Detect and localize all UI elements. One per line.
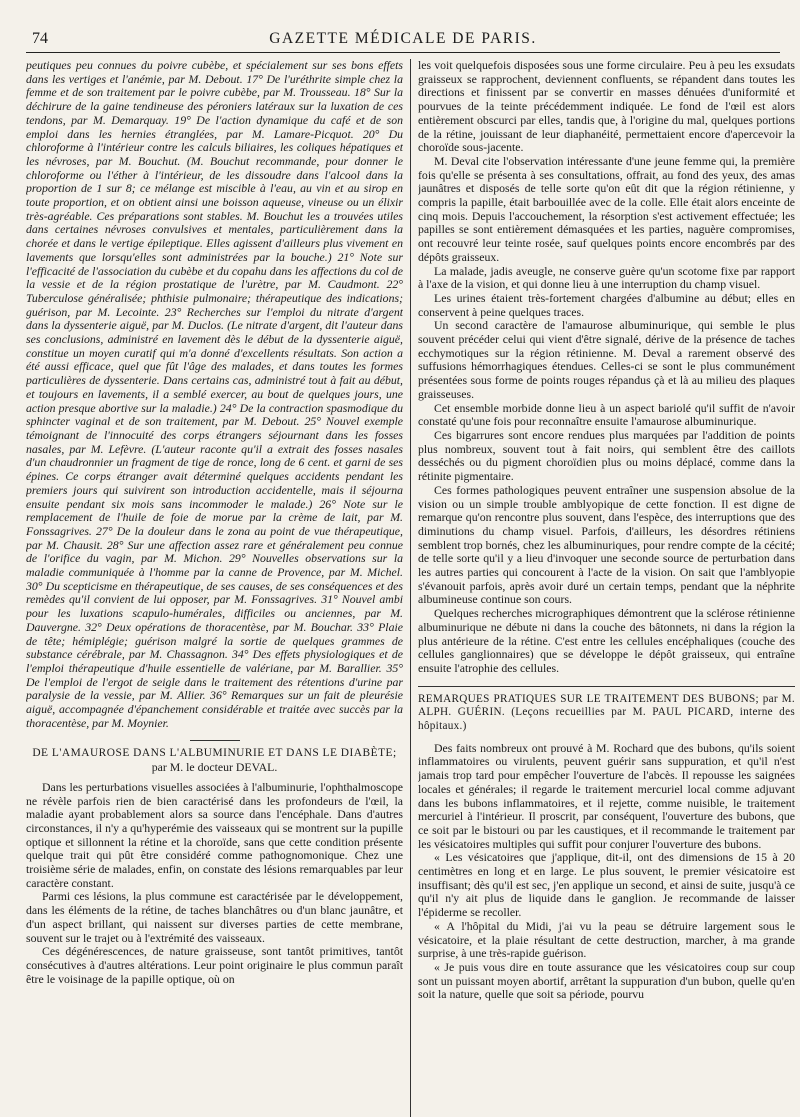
body-paragraph: Un second caractère de l'amaurose albuminurique, qui semble le plus souvent précéder celui qui vient d'être signalé, dérive de la présence de taches ecchymotiques sur la région rétinienne. M. Deval a rarement observé des suffusions hémorrhagiques étendues. Celles-ci se sont le plus communément présentées sous forme de points rouges répandus çà et là au milieu des plaques graisseuses. bbox=[418, 318, 795, 401]
page-header bbox=[26, 26, 780, 53]
body-paragraph: Des faits nombreux ont prouvé à M. Rochard que des bubons, qu'ils soient inflammatoires ou virulents, peuvent guérir sans suppuration, et qu'il n'est jamais trop tard pour empêcher l'ouverture de l'abcès. Il repousse les saignées locales et générales; il regarde le traitement mercuriel local comme adjuvant dans les bubons inflammatoires, et il rejette, comme nuisible, le traitement mercuriel à l'intérieur. Il proscrit, par conséquent, l'ouverture des bubons, que ce soit par le bistouri ou par les caustiques, et il recommande le traitement par les vésicatoires multiples qui suffit pour conjurer l'ouverture des bubons. bbox=[418, 740, 795, 851]
running-title: GAZETTE MÉDICALE DE PARIS. bbox=[269, 30, 537, 47]
body-paragraph: Cet ensemble morbide donne lieu à un aspect bariolé qu'il suffit de n'avoir constaté qu'une fois pour reconnaître ensuite l'amaurose albuminurique. bbox=[418, 400, 795, 429]
body-paragraph: Quelques recherches micrographiques démontrent que la sclérose rétinienne albuminurique ne débute ni dans la couche des bâtonnets, ni dans la région la plus antérieure de la rétine. C'est entre les cellules encéphaliques (couche des cellules ganglionnaires) que se développe le dépôt graisseux, qui entraîne ensuite l'atrophie des cellules. bbox=[418, 606, 795, 675]
section-divider bbox=[190, 740, 240, 741]
body-paragraph: La malade, jadis aveugle, ne conserve guère qu'un scotome fixe par rapport à l'axe de la vision, et qui donne lieu à une interruption du champ visuel. bbox=[418, 263, 795, 292]
body-paragraph: Dans les perturbations visuelles associées à l'albuminurie, l'ophthalmoscope ne révèle parfois rien de bien caractérisé dans les profondeurs de l'œil, la maladie ayant probablement alors sa source dans l'encéphale. Dans d'autres circonstances, il n'y a qu'hyperémie des vaisseaux qui se montrent sur la pupille optique et sillonnent la rétine et la choroïde, sans que cette condition présente quelque trait qui pût être considéré comme pathognomonique. Chez une troisième série de malades, enfin, on constate des lésions remarquables par leur caractère constant. bbox=[26, 779, 403, 890]
article-author: par M. le docteur DEVAL. bbox=[151, 760, 278, 775]
column-divider bbox=[410, 59, 411, 1117]
body-paragraph: Les urines étaient très-fortement chargées d'albumine au début; elles en conservent à peine quelques traces. bbox=[418, 290, 795, 319]
body-paragraph: M. Deval cite l'observation intéressante d'une jeune femme qui, la première fois qu'elle se présenta à ses consultations, offrait, au fond des yeux, des amas jaunâtres et disposés de telle sorte qu'on eût dit que la région rétinienne, y compris la papille, était barbouillée avec de la colle. Elle était alors enceinte de cinq mois. Depuis l'accouchement, la résorption s'est activement effectuée; les papilles se sont entièrement démasquées et les parties, naguère compromises, ont recouvré leur teinte rosée, sauf quelques points encore encombrés par des dépôts graisseux. bbox=[418, 153, 795, 264]
body-paragraph: « Les vésicatoires que j'applique, dit-il, ont des dimensions de 15 à 20 centimètres en long et en large. Le plus souvent, le premier vésicatoire est insuffisant; dès qu'il est sec, j'en applique un second, et ainsi de suite, jusqu'à ce qu'il n'y ait plus de liquide dans le ganglion. Je recommande de laisser l'épiderme se recoller. bbox=[418, 850, 795, 920]
body-paragraph: Ces formes pathologiques peuvent entraîner une suspension absolue de la vision ou un simple trouble amblyopique de cette fonction. Il est digne de remarque qu'on rencontre plus souvent, dans l'espèce, des interruptions que des diminutions du champ visuel. Parfois, d'ailleurs, les désordres rétiniens semblent trop bornés, chez les albuminuriques, pour rendre compte de la cécité; de telle sorte qu'il y a lieu d'invoquer une seconde source de perturbation dans les autres parties qui concourent à l'acte de la vision. On sait que l'amblyopie s'évanouit parfois, après avoir duré un certain temps, pendant que la néphrite albumineuse continue son cours. bbox=[418, 482, 795, 607]
body-paragraph: « Je puis vous dire en toute assurance que les vésicatoires coup sur coup sont un puissant moyen abortif, arrêtant la suppuration d'un bubon, quelle qu'en soit la nature, quelle que soit sa période, pourvu bbox=[418, 960, 795, 1002]
body-paragraph: les voit quelquefois disposées sous une forme circulaire. Peu à peu les exsudats graisseux se rapprochent, deviennent confluents, se répandent dans toutes les directions et finissent par se convertir en masses dénuées d'uniformité et pourvues de la teinte précédemment indiquée. Le fond de l'œil est alors entièrement obscurci par elles, tandis que, à l'origine du mal, quelques portions de la rétine, jouissant de leur diaphanéité, permettaient encore d'apercevoir la choroïde sous-jacente. bbox=[418, 59, 795, 155]
index-paragraph: peutiques peu connues du poivre cubèbe, et spécialement sur ses bons effets dans les vertiges et l'anémie, par M. Debout. 17° De l'uréthrite simple chez la femme et de son traitement par le poivre cubèbe, par M. Trousseau. 18° Sur la déchirure de la gaine tendineuse des péroniers latéraux sur la luxation de ces tendons, par M. Demarquay. 19° De l'action dynamique du café et de son emploi dans les hernies étranglées, par M. Lamare-Picquot. 20° Du chloroforme à l'intérieur contre les calculs biliaires, les coliques hépatiques et les névroses, par M. Bouchut. (M. Bouchut recommande, pour donner le chloroforme ou l'éther à l'intérieur, de les dissoudre dans l'alcool dans la proportion de 1 sur 8; ce mélange est miscible à l'eau, au vin et au sirop en toute proportion, et on obtient ainsi une boisson aqueuse, vineuse ou un élixir très-agréable. Ces préparations sont stables. M. Bouchut les a trouvées utiles dans certaines névroses convulsives et mentales, particulièrement dans la chorée et dans le vertige épileptique. Elles agissent d'ailleurs plus vivement en lavements que lorsqu'elles sont administrées par la bouche.) 21° Note sur l'efficacité de l'association du cubèbe et du copahu dans les affections du col de la vessie et de la région prostatique de l'urètre, par M. Caudmont. 22° Tuberculose généralisée; phthisie pulmonaire; thérapeutique des indications; guérison, par M. Lecointe. 23° Recherches sur l'emploi du nitrate d'argent dans la dyssenterie aiguë, par M. Duclos. (Le nitrate d'argent, dit l'auteur dans ses conclusions, administré en lavement dès le début de la dyssenterie aiguë, constitue un moyen curatif qui m'a donné d'excellents résultats. Son action a été aussi efficace, quel que fût l'âge des malades, et dans toutes les formes particulières de dyssenterie. Dans certains cas, administré tout à fait au début, et toujours en lavements, il a semblé exercer, au bout de quelques jours, une action presque abortive sur la maladie.) 24° De la contraction spasmodique du sphincter vaginal et de son traitement, par M. Debout. 25° Nouvel exemple témoignant de l'innocuité des corps étrangers séjournant dans les fosses nasales, par M. Lefèvre. (L'auteur raconte qu'il a extrait des fosses nasales d'un chaudronnier un fragment de tige de ronce, long de 6 cent. et garni de ses épines. Ce corps étranger avait déterminé quelques accidents pendant les premiers jours qui suivirent son introduction accidentelle, mais il séjourna ensuite pendant six mois sans incommoder le malade.) 26° Note sur le remplacement de l'huile de foie de morue par la crème de lait, par M. Fonssagrives. 27° De la douleur dans le zona au point de vue thérapeutique, par M. Chausit. 28° Sur une affection assez rare et généralement peu connue de l'orifice du vagin, par M. Michon. 29° Nouvelles observations sur la maladie communiquée à l'homme par la canne de Provence, par M. Michel. 30° Du scepticisme en thérapeutique, de ses causes, de ses conséquences et des remèdes qu'il convient de lui opposer, par M. Fonssagrives. 31° Nouvel ambi pour les luxations scapulo-humérales, difficiles ou anciennes, par M. Dauvergne. 32° Deux opérations de thoracentèse, par M. Bouchar. 33° Plaie de tête; hémiplégie; guérison malgré la sortie de quelques grammes de substance cérébrale, par M. Chassagnon. 34° Des effets physiologiques et de l'emploi thérapeutique d'huile essentielle de valériane, par M. Barallier. 35° De l'emploi de l'ergot de seigle dans le traitement des rétentions d'urine par paralysie de la vessie, par M. Allier. 36° Remarques sur un fait de pleurésie aiguë, accompagnée d'épanchement considérable et traitée avec succès par la thoracentèse, par M. Moynier. bbox=[26, 59, 403, 730]
article-heading: REMARQUES PRATIQUES SUR LE TRAITEMENT DES BUBONS; par M. ALPH. GUÉRIN. (Leçons recueillies par M. PAUL PICARD, interne des hôpitaux.) bbox=[418, 692, 795, 733]
body-paragraph: Ces bigarrures sont encore rendues plus marquées par l'addition de points plus nombreux, souvent tout à fait noirs, qui semblent être des caillots desséchés ou du pigment choroïdien plus ou moins déplacé, comme dans la rétinite pigmentaire. bbox=[418, 427, 795, 484]
body-paragraph: Ces dégénérescences, de nature graisseuse, sont tantôt primitives, tantôt consécutives à d'autres altérations. Leur point originaire le plus commun paraît être le voisinage de la papille optique, où on bbox=[26, 944, 403, 986]
page-number: 74 bbox=[32, 30, 48, 47]
left-column bbox=[26, 59, 403, 1117]
article-title: DE L'AMAUROSE DANS L'ALBUMINURIE ET DANS LE DIABÈTE; bbox=[32, 747, 397, 760]
text-columns bbox=[26, 59, 795, 1117]
right-column bbox=[418, 59, 795, 1117]
body-paragraph: Parmi ces lésions, la plus commune est caractérisée par le développement, dans les éléments de la rétine, de taches blanchâtres ou d'un blanc jaunâtre, et d'un aspect brillant, qui naissent sur diverses parties de cette membrane, souvent sur le trajet ou à l'extrémité des vaisseaux. bbox=[26, 889, 403, 945]
body-paragraph: « A l'hôpital du Midi, j'ai vu la peau se détruire largement sous le vésicatoire, et la plaie résultant de cette destruction, marcher, à ma grande surprise, à une très-rapide guérison. bbox=[418, 918, 795, 961]
section-divider bbox=[418, 686, 795, 687]
